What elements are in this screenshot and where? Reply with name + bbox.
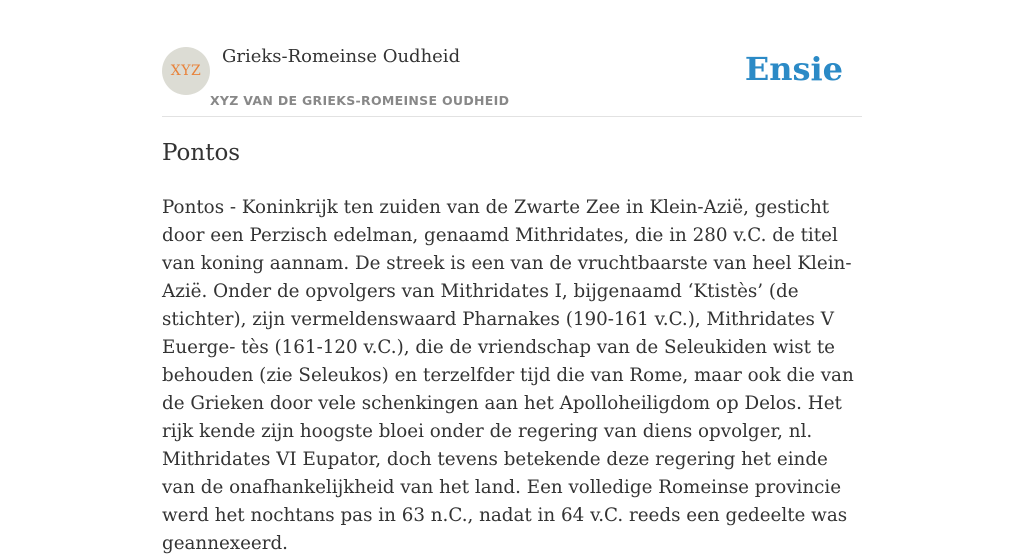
entry-body: Pontos - Koninkrijk ten zuiden van de Zwarte Zee in Klein-Azië, gesticht door een Perzisch edelman, genaamd Mithridates, die in 280 v.C. de titel van koning aannam. De streek is een van de vruchtbaarste van heel Klein-Azië. Onder de opvolgers van Mithridates I, bijgenaamd ‘Ktistès’ (de stichter), zijn vermeldenswaard Pharnakes (190-161 v.C.), Mithridates V Euerge- tès (161-120 v.C.), die de vriendschap van de Seleukiden wist te behouden (zie Seleukos) en terzelfder tijd die van Rome, maar ook die van de Grieken door vele schenkingen aan het Apolloheiligdom op Delos. Het rijk kende zijn hoogste bloei onder de regering van diens opvolger, nl. Mithridates VI Eupator, doch tevens betekende deze regering het einde van de onafhankelijkheid van het land. Een volledige Romeinse provincie werd het nochtans pas in 63 n.C., nadat in 64 v.C. reeds een gedeelte was geannexeerd. xyxy=(162,197,854,554)
entry-title: Pontos xyxy=(162,140,241,166)
header xyxy=(162,46,862,117)
dictionary-title[interactable]: Grieks-Romeinse Oudheid xyxy=(222,46,461,67)
brand-logo[interactable]: Ensie xyxy=(744,50,843,88)
dictionary-subtitle: XYZ VAN DE GRIEKS-ROMEINSE OUDHEID xyxy=(210,93,510,108)
avatar[interactable]: XYZ xyxy=(162,47,210,95)
